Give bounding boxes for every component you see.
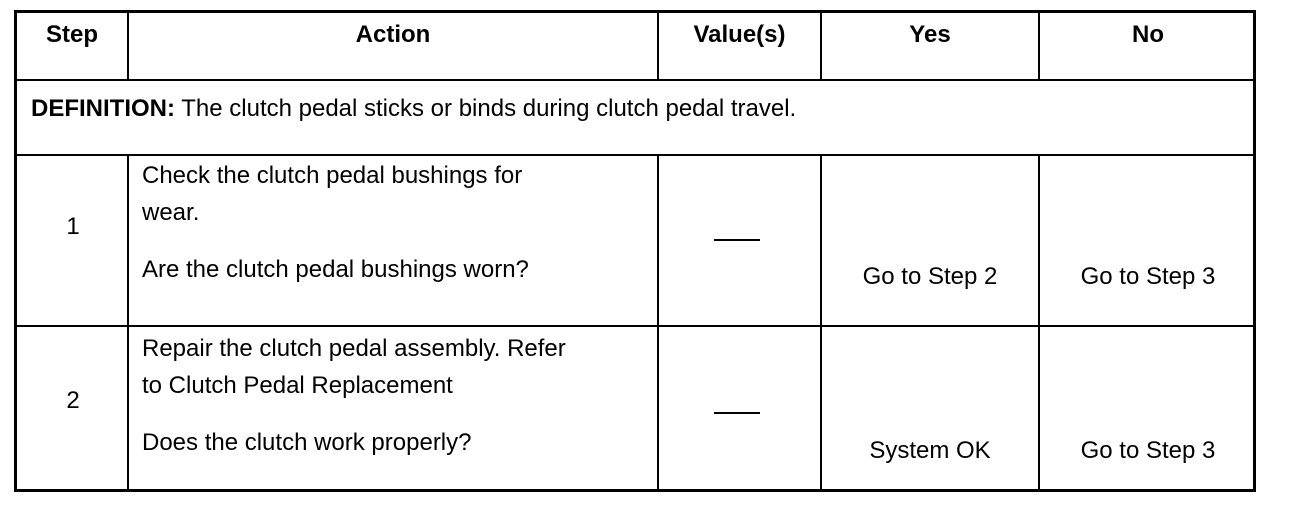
- row2-action: [142, 330, 652, 461]
- row2-no-result: Go to Step 3: [1080, 437, 1216, 464]
- row1-no-result: Go to Step 3: [1080, 263, 1216, 290]
- header-action: Action: [355, 21, 431, 48]
- row1-action-line2: wear.: [142, 199, 200, 226]
- col-divider-action-body: [657, 154, 659, 492]
- row2-action-line2: to Clutch Pedal Replacement: [142, 372, 453, 399]
- header-yes: Yes: [909, 21, 951, 48]
- row1-action-line1: Check the clutch pedal bushings for: [142, 162, 523, 189]
- row2-step-number: 2: [66, 387, 80, 414]
- row2-question: Does the clutch work properly?: [142, 429, 472, 456]
- row1-step-number: 1: [66, 213, 80, 240]
- row1-question: Are the clutch pedal bushings worn?: [142, 256, 529, 283]
- row1-yes-result: Go to Step 2: [862, 263, 998, 290]
- header-values: Value(s): [693, 21, 786, 48]
- row2-yes-result: System OK: [869, 437, 991, 464]
- col-divider-step-body: [127, 154, 129, 492]
- definition-bottom-line: [17, 154, 1253, 156]
- definition-text: [31, 95, 796, 123]
- row2-value-dash: [714, 412, 760, 414]
- row2-action-line1: Repair the clutch pedal assembly. Refer: [142, 335, 566, 362]
- row1-value-dash: [714, 239, 760, 241]
- row1-bottom-line: [17, 325, 1253, 327]
- header-bottom-line: [17, 79, 1253, 81]
- header-no: No: [1132, 21, 1164, 48]
- definition-body: The clutch pedal sticks or binds during clutch pedal travel.: [175, 95, 797, 122]
- diagnostic-table: [14, 10, 1256, 492]
- definition-label: DEFINITION:: [31, 95, 175, 122]
- header-step: Step: [45, 21, 98, 48]
- row1-action: [142, 157, 652, 288]
